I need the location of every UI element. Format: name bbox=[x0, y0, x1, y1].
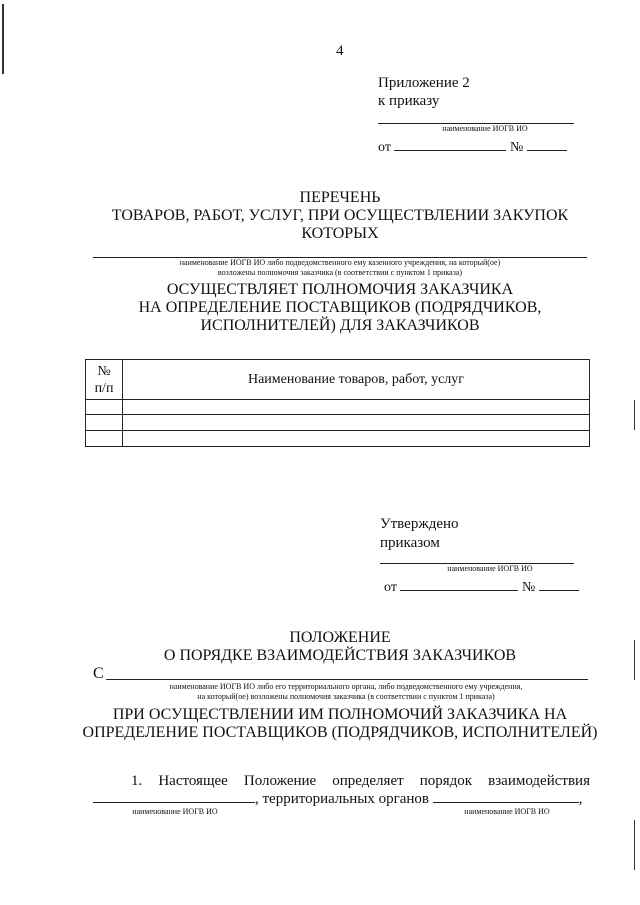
table-header-number-line1: № bbox=[97, 363, 111, 379]
list-heading-line5: НА ОПРЕДЕЛЕНИЕ ПОСТАВЩИКОВ (ПОДРЯДЧИКОВ, bbox=[138, 299, 542, 316]
list-heading-caption1: наименование ИОГВ ИО либо подведомственного ему казенного учреждения, на который(ое) bbox=[179, 258, 501, 267]
table-header-number bbox=[86, 360, 123, 400]
body-line1 bbox=[131, 772, 590, 790]
scan-edge-mark bbox=[634, 820, 635, 870]
body-blank-right bbox=[433, 790, 579, 803]
list-heading-line4: ОСУЩЕСТВЛЯЕТ ПОЛНОМОЧИЯ ЗАКАЗЧИКА bbox=[166, 281, 514, 298]
body-word: Положение bbox=[243, 773, 317, 789]
appendix-name-caption: наименование ИОГВ ИО bbox=[442, 124, 528, 133]
regulation-caption1: наименование ИОГВ ИО либо его территориального органа, либо подведомственного ему учреждения, bbox=[169, 682, 523, 691]
table-header-row bbox=[86, 360, 590, 400]
list-heading-caption2: возложены полномочия заказчика (в соответствии с пунктом 1 приказа) bbox=[217, 268, 463, 277]
body-word: порядок bbox=[419, 773, 473, 789]
approved-subtitle: приказом bbox=[380, 535, 440, 551]
regulation-line2: О ПОРЯДКЕ ВЗАИМОДЕЙСТВИЯ ЗАКАЗЧИКОВ bbox=[163, 647, 517, 664]
body-word: взаимодействия bbox=[488, 773, 590, 789]
body-caption-left: наименование ИОГВ ИО bbox=[132, 807, 218, 816]
scan-edge-mark bbox=[2, 4, 4, 74]
goods-table bbox=[85, 359, 590, 447]
body-line2-middle: , территориальных органов bbox=[255, 791, 430, 807]
approved-date-line bbox=[384, 578, 579, 596]
body-item-number: 1. bbox=[131, 773, 143, 789]
appendix-date-blank bbox=[394, 138, 506, 151]
body-line2-end: , bbox=[578, 791, 583, 807]
page-number: 4 bbox=[336, 43, 344, 59]
list-heading-line1: ПЕРЕЧЕНЬ bbox=[299, 189, 381, 206]
regulation-line1: ПОЛОЖЕНИЕ bbox=[289, 629, 391, 646]
approved-title: Утверждено bbox=[380, 516, 459, 532]
regulation-line4: ОПРЕДЕЛЕНИЕ ПОСТАВЩИКОВ (ПОДРЯДЧИКОВ, ИСПОЛНИТЕЛЕЙ) bbox=[82, 724, 598, 741]
body-line2 bbox=[93, 790, 583, 808]
appendix-title: Приложение 2 bbox=[378, 75, 470, 91]
appendix-from-label: от bbox=[378, 140, 391, 155]
approved-date-blank bbox=[400, 578, 518, 591]
list-heading-line6: ИСПОЛНИТЕЛЕЙ) ДЛЯ ЗАКАЗЧИКОВ bbox=[200, 317, 480, 334]
appendix-subtitle: к приказу bbox=[378, 93, 440, 109]
appendix-number-label: № bbox=[509, 140, 524, 155]
scan-edge-mark bbox=[634, 400, 635, 430]
table-header-number-line2: п/п bbox=[94, 380, 114, 396]
table-row bbox=[86, 400, 590, 415]
appendix-date-line bbox=[378, 138, 567, 156]
approved-number-label: № bbox=[521, 580, 536, 595]
list-heading-line3: КОТОРЫХ bbox=[301, 225, 379, 242]
approved-number-blank bbox=[539, 578, 579, 591]
regulation-name-line bbox=[106, 679, 588, 680]
table-row bbox=[86, 431, 590, 447]
regulation-line3: ПРИ ОСУЩЕСТВЛЕНИИ ИМ ПОЛНОМОЧИЙ ЗАКАЗЧИКА НА bbox=[112, 706, 568, 723]
body-caption-right: наименование ИОГВ ИО bbox=[464, 807, 550, 816]
table-row bbox=[86, 415, 590, 431]
approved-from-label: от bbox=[384, 580, 397, 595]
appendix-number-blank bbox=[527, 138, 567, 151]
body-blank-left bbox=[93, 790, 255, 803]
regulation-with-label: С bbox=[93, 665, 104, 682]
regulation-caption2: на который(ое) возложены полномочия заказчика (в соответствии с пунктом 1 приказа) bbox=[197, 692, 495, 701]
list-heading-line2: ТОВАРОВ, РАБОТ, УСЛУГ, ПРИ ОСУЩЕСТВЛЕНИИ ЗАКУПОК bbox=[111, 207, 569, 224]
table-header-name: Наименование товаров, работ, услуг bbox=[123, 360, 590, 400]
body-word: Настоящее bbox=[158, 773, 228, 789]
approved-name-caption: наименование ИОГВ ИО bbox=[447, 564, 533, 573]
body-word: определяет bbox=[332, 773, 404, 789]
